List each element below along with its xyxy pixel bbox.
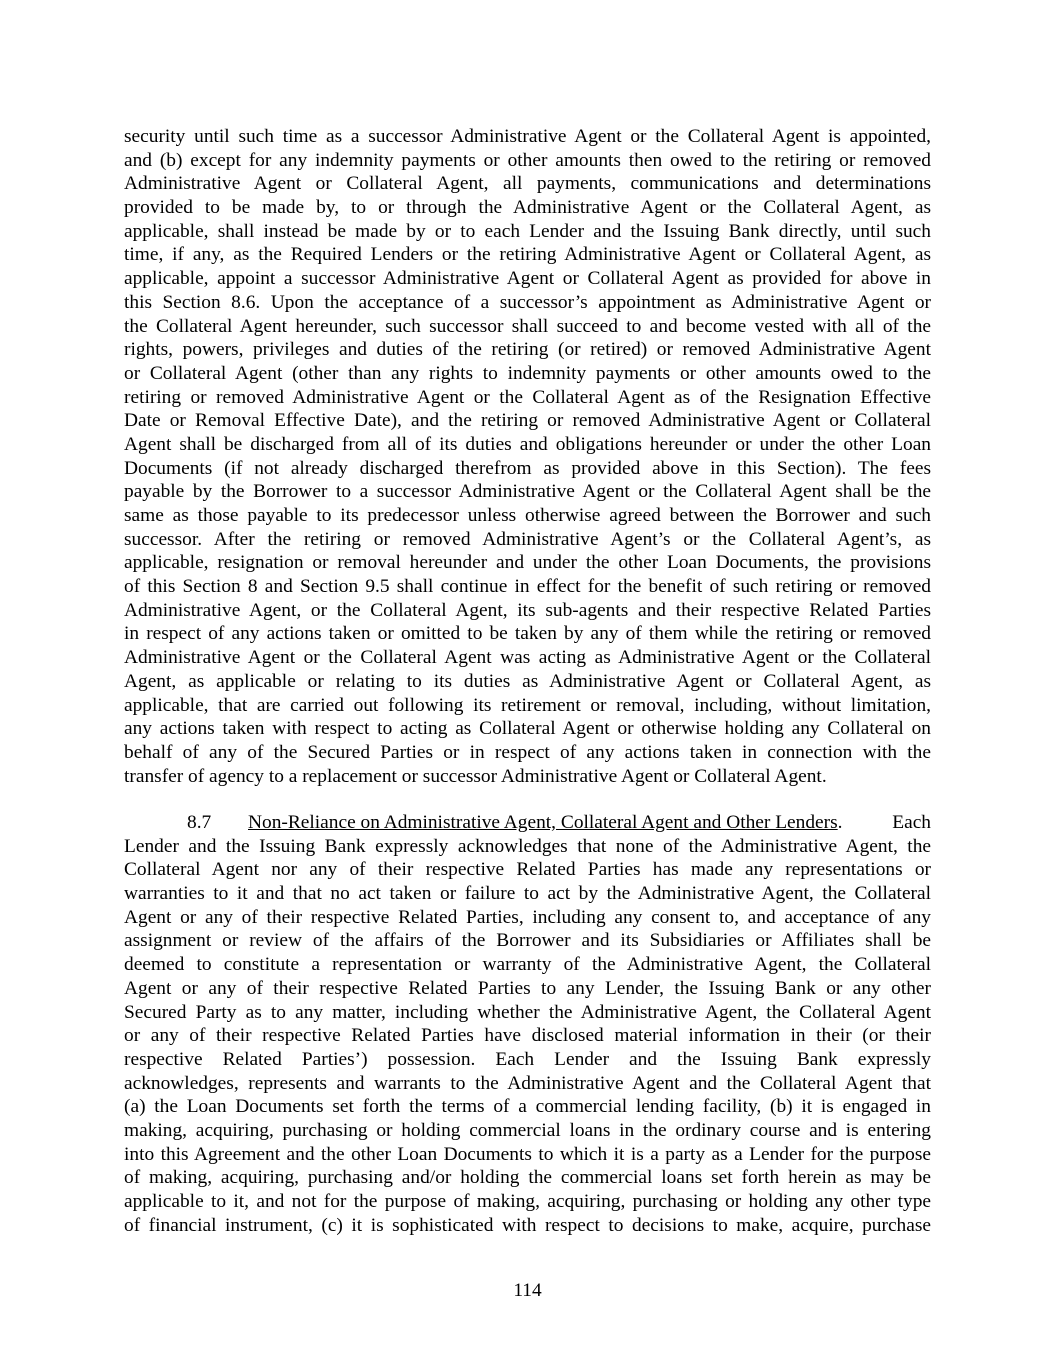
text-line: payable by the Borrower to a successor Administrative Agent or the Collateral Agent shall be the — [124, 481, 931, 503]
text-line: in respect of any actions taken or omitted to be taken by any of them while the retiring or removed — [124, 623, 931, 645]
text-line: time, if any, as the Required Lenders or the retiring Administrative Agent or Collateral Agent, as — [124, 244, 931, 266]
text-line: behalf of any of the Secured Parties or in respect of any actions taken in connection with the — [124, 741, 931, 763]
text-line: Agent or any of their respective Related Parties to any Lender, the Issuing Bank or any other — [124, 977, 931, 999]
paragraph-section-8-6-continued — [124, 125, 931, 788]
text-line: applicable, shall instead be made by or to each Lender and the Issuing Bank directly, until such — [124, 220, 931, 242]
text-line: applicable to it, and not for the purpose of making, acquiring, purchasing or holding any other type — [124, 1191, 931, 1212]
text-line: security until such time as a successor Administrative Agent or the Collateral Agent is appointed, — [124, 126, 931, 147]
paragraph-section-8-7 — [124, 811, 931, 1237]
text-line: deemed to constitute a representation or warranty of the Administrative Agent, the Collateral — [124, 954, 931, 976]
text-line: warranties to it and that no act taken or failure to act by the Administrative Agent, the Collateral — [124, 883, 931, 905]
text-line: applicable, appoint a successor Administrative Agent or Collateral Agent as provided for above in — [124, 268, 931, 290]
text-line: Lender and the Issuing Bank expressly acknowledges that none of the Administrative Agent, the — [124, 835, 931, 857]
text-line: acknowledges, represents and warrants to the Administrative Agent and the Collateral Agent that — [124, 1072, 931, 1094]
text-line: (a) the Loan Documents set forth the terms of a commercial lending facility, (b) it is engaged in — [124, 1096, 931, 1118]
text-line: applicable, that are carried out following its retirement or removal, including, without limitation, — [124, 694, 931, 716]
section-heading: Non-Reliance on Administrative Agent, Collateral Agent and Other Lenders — [248, 812, 838, 833]
text-line: of this Section 8 and Section 9.5 shall continue in effect for the benefit of such retiring or removed — [124, 576, 931, 598]
text-line: Agent shall be discharged from all of its duties and obligations hereunder or under the other Loan — [124, 433, 931, 455]
text-line: of financial instrument, (c) it is sophisticated with respect to decisions to make, acquire, purchase — [124, 1214, 931, 1236]
text-line: into this Agreement and the other Loan Documents to which it is a party as a Lender for the purpose — [124, 1143, 931, 1165]
text-line: applicable, resignation or removal hereunder and under the other Loan Documents, the provisions — [124, 552, 931, 574]
text-line: Administrative Agent, or the Collateral Agent, its sub-agents and their respective Related Parties — [124, 599, 931, 621]
text-line: making, acquiring, purchasing or holding commercial loans in the ordinary course and is entering — [124, 1119, 931, 1141]
text-line: or any of their respective Related Parties have disclosed material information in their (or their — [124, 1025, 931, 1047]
text-line: this Section 8.6. Upon the acceptance of a successor’s appointment as Administrative Agent or — [124, 291, 931, 313]
text-line: respective Related Parties’) possession. Each Lender and the Issuing Bank expressly — [124, 1048, 931, 1070]
text-line: or Collateral Agent (other than any rights to indemnity payments or other amounts owed to the — [124, 362, 931, 384]
page-number: 114 — [513, 1280, 542, 1301]
text-line: transfer of agency to a replacement or successor Administrative Agent or Collateral Agent. — [124, 765, 827, 787]
text-line: Administrative Agent or the Collateral Agent was acting as Administrative Agent or the Collateral — [124, 647, 931, 669]
text-line: Administrative Agent or Collateral Agent, all payments, communications and determinations — [124, 173, 931, 195]
text-line: successor. After the retiring or removed Administrative Agent’s or the Collateral Agent’s, as — [124, 528, 931, 550]
text-line: of making, acquiring, purchasing and/or holding the commercial loans set forth herein as may be — [124, 1167, 931, 1189]
section-number: 8.7 — [187, 812, 212, 833]
text-line: Agent, as applicable or relating to its duties as Administrative Agent or Collateral Agent, as — [124, 670, 931, 692]
text-line: Documents (if not already discharged therefrom as provided above in this Section). The fees — [124, 457, 931, 479]
text-line: Secured Party as to any matter, including whether the Administrative Agent, the Collateral Agent — [124, 1001, 931, 1023]
text-line: the Collateral Agent hereunder, such successor shall succeed to and become vested with all of the — [124, 315, 931, 337]
section-8-7-first-line — [124, 811, 931, 835]
text-line: same as those payable to its predecessor unless otherwise agreed between the Borrower and such — [124, 505, 931, 526]
text-line: rights, powers, privileges and duties of the retiring (or retired) or removed Administrative Agent — [124, 339, 931, 361]
text-line: any actions taken with respect to acting as Collateral Agent or otherwise holding any Collateral on — [124, 718, 931, 740]
text-line: Date or Removal Effective Date), and the retiring or removed Administrative Agent or Collateral — [124, 410, 931, 432]
text-line: and (b) except for any indemnity payments or other amounts then owed to the retiring or removed — [124, 149, 931, 171]
text-line: retiring or removed Administrative Agent or the Collateral Agent as of the Resignation Effective — [124, 386, 931, 408]
text-line: Collateral Agent nor any of their respective Related Parties has made any representations or — [124, 859, 931, 881]
text-line: Agent or any of their respective Related Parties, including any consent to, and acceptance of any — [124, 906, 931, 928]
text-line: assignment or review of the affairs of the Borrower and its Subsidiaries or Affiliates shall be — [124, 930, 931, 952]
section-first-line-rest: . Each — [837, 812, 931, 833]
text-line: provided to be made by, to or through the Administrative Agent or the Collateral Agent, as — [124, 197, 931, 219]
